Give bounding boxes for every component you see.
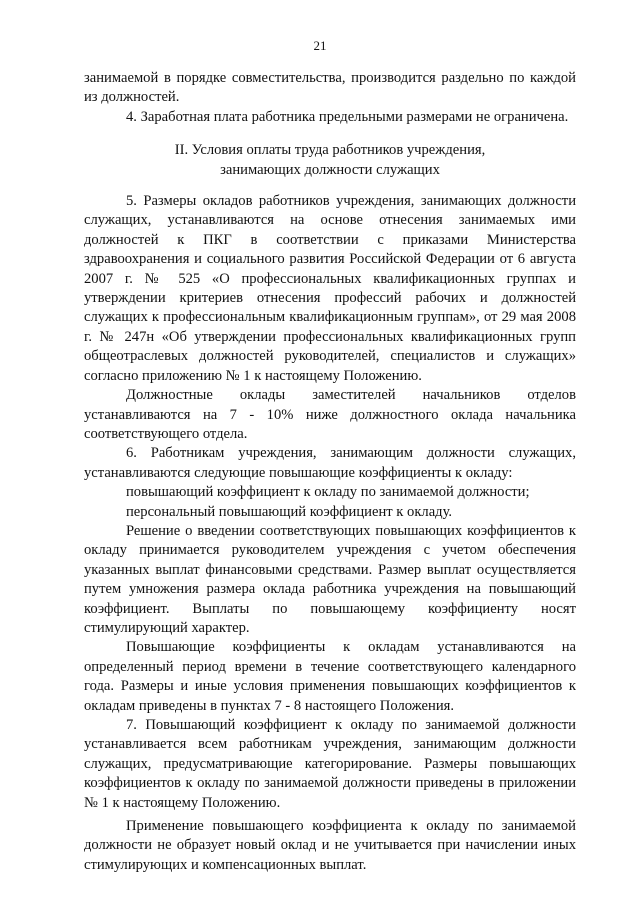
paragraph-7: 7. Повышающий коэффициент к окладу по занимаемой должности устанавливается всем работникам учреждения, занимающим должности служащих, предусматривающие категорирование. Размеры повышающих коэффициентов к окладу по занимаемой должности приведены в приложении № 1 к настоящему Положению.: [84, 717, 576, 811]
paragraph-continuation: занимаемой в порядке совместительства, производится раздельно по каждой из должностей.: [84, 70, 576, 106]
paragraph-6-decision: Решение о введении соответствующих повышающих коэффициентов к окладу принимается руководителем учреждения с учетом обеспечения указанных выплат финансовыми средствами. Размер выплат осуществляется путем умножения размера оклада работника учреждения на повышающий коэффициент. Выплаты по повышающему коэффициенту носят стимулирующий характер.: [84, 522, 576, 636]
paragraph-6-period: Повышающие коэффициенты к окладам устанавливаются на определенный период времени в течение соответствующего календарного года. Размеры и иные условия применения повышающих коэффициентов к окладам приведены в пунктах 7 - 8 настоящего Положения.: [84, 639, 576, 714]
section-heading-line-2: занимающих должности служащих: [220, 161, 440, 178]
paragraph-6-item-2: персональный повышающий коэффициент к окладу.: [126, 503, 453, 520]
document-body: [84, 69, 576, 875]
section-heading: [84, 141, 576, 180]
paragraph-6: 6. Работникам учреждения, занимающим должности служащих, устанавливаются следующие повышающие коэффициенты к окладу:: [84, 445, 576, 481]
paragraph-4: 4. Заработная плата работника предельными размерами не ограничена.: [126, 108, 569, 125]
paragraph-5-deputies: Должностные оклады заместителей начальников отделов устанавливаются на 7 - 10% ниже должностного оклада начальника соответствующего отдела.: [84, 387, 576, 442]
paragraph-6-item-1: повышающий коэффициент к окладу по занимаемой должности;: [126, 484, 530, 501]
page-number: 21: [313, 38, 327, 53]
section-heading-line-1: II. Условия оплаты труда работников учреждения,: [174, 142, 486, 159]
paragraph-7-application: Применение повышающего коэффициента к окладу по занимаемой должности не образует новый оклад и не учитывается при начислении иных стимулирующих и компенсационных выплат.: [84, 818, 576, 873]
paragraph-5: 5. Размеры окладов работников учреждения, занимающих должности служащих, устанавливаются на основе отнесения занимаемых ими должностей к ПКГ в соответствии с приказами Министерства здравоохранения и социального развития Российской Федерации от 6 августа 2007 г. № 525 «О профессиональных квалификационных группах и утверждении критериев отнесения профессий рабочих и должностей служащих к профессиональным квалификационным группам», от 29 мая 2008 г. № 247н «Об утверждении профессиональных квалификационных групп общеотраслевых должностей руководителей, специалистов и служащих» согласно приложению № 1 к настоящему Положению.: [84, 193, 576, 384]
